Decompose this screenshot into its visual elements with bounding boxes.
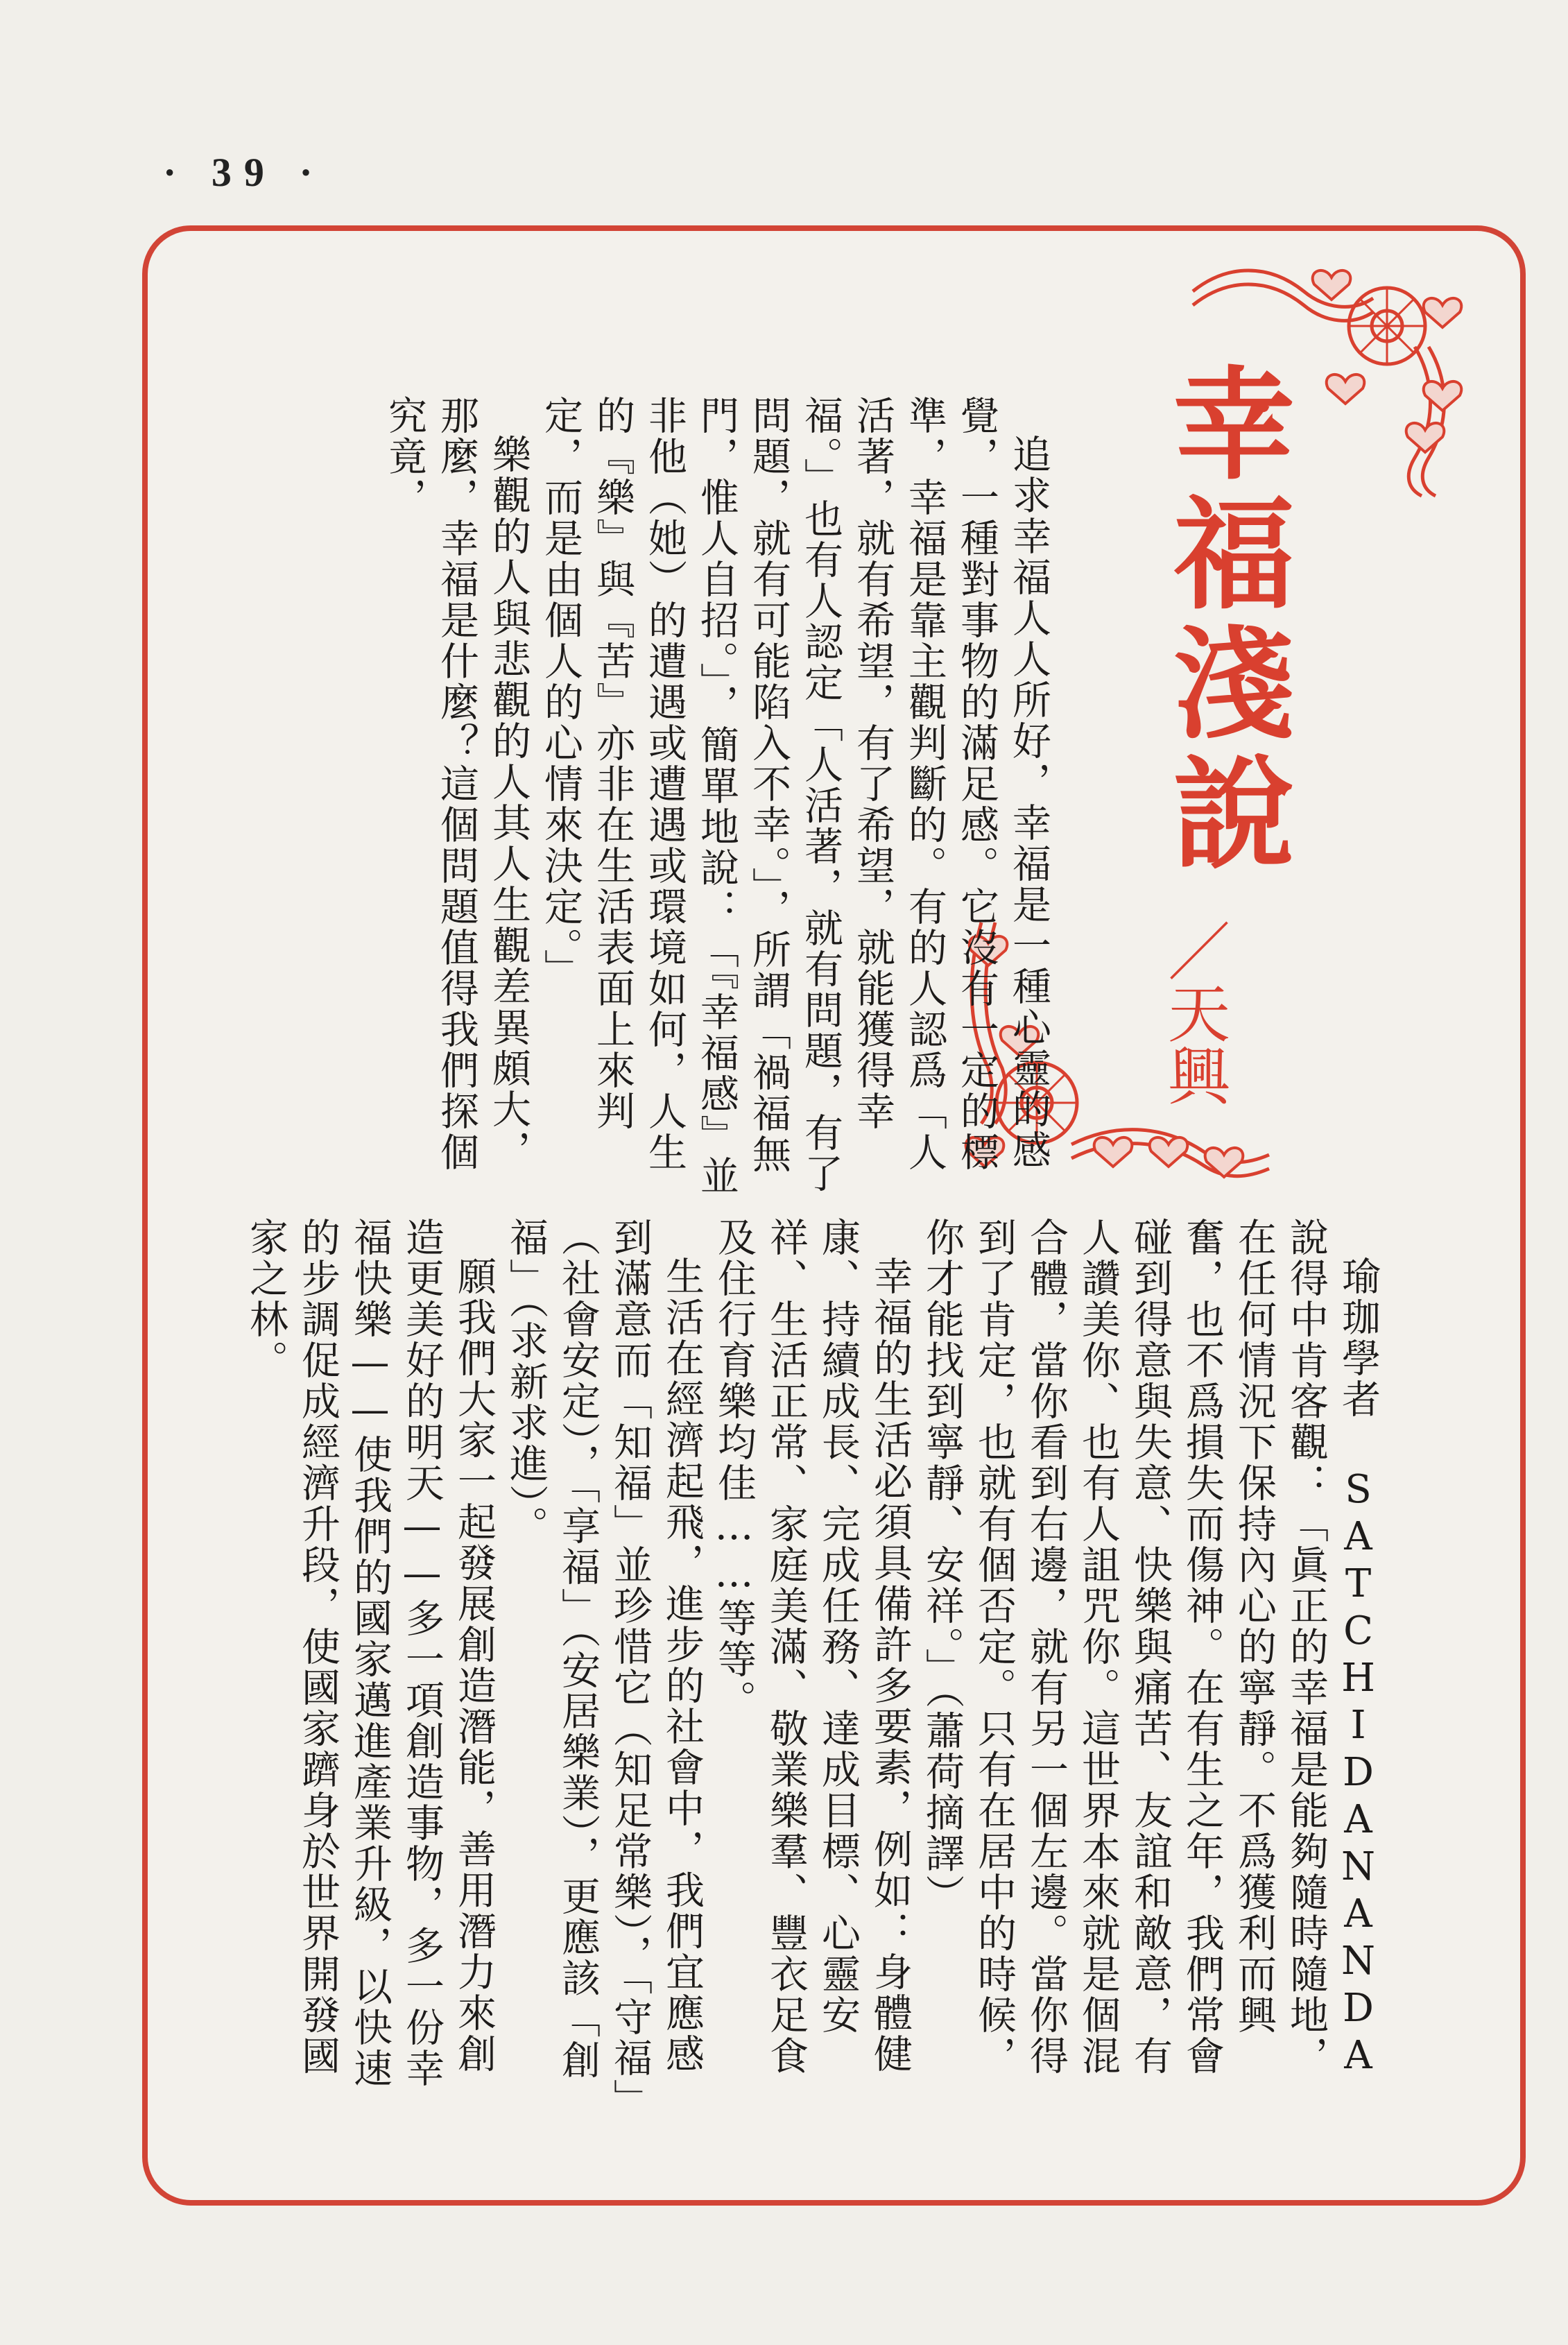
article-title: 幸福淺說: [1153, 361, 1295, 879]
paragraph: 幸福的生活必須具備許多要素，例如：身體健康、持續成長、完成任務、達成目標、心靈安祥、生活正常、家庭美滿、敬業樂羣、豐衣足食及住行育樂均佳……等等。: [712, 1217, 913, 2077]
article-byline: ／天興: [1157, 919, 1230, 1106]
paragraph: 願我們大家一起發展創造潛能，善用潛力來創造更美好的明天——多一項創造事物，多一份幸福快樂——使我們的國家邁進產業升級，以快速的步調促成經濟升段，使國家躋身於世界開發國家之林。: [243, 1217, 497, 2089]
paragraph: 生活在經濟起飛，進步的社會中，我們宜應感到滿意而「知福」並珍惜它（知足常樂），「守福」（社會安定），「享福」（安居樂業），更應該「創福」（求新求進）。: [503, 1217, 705, 2100]
body-lower: [240, 1217, 1384, 2102]
paragraph: 樂觀的人與悲觀的人其人生觀差異頗大，那麼，幸福是什麼？這個問題值得我們探個究竟，: [382, 395, 531, 1173]
body-upper: [379, 395, 1055, 1200]
page-number: · 39 ·: [163, 150, 325, 195]
paragraph: 瑜珈學者 SATCHIDANANDA 說得中肯客觀：「眞正的幸福是能夠隨時隨地，在任何情況下保持內心的寧靜。不爲獲利而興奮，也不爲損失而傷神。在有生之年，我們常會碰到得意與失意、快樂與痛苦、友誼和敵意，有人讚美你、也有人詛咒你。這世界本來就是個混合體，當你看到右邊，就有另一個左邊。當你得到了肯定，也就有個否定。只有在居中的時候，你才能找到寧靜、安祥。」（蕭荷摘譯）: [920, 1217, 1381, 2080]
paragraph: 追求幸福人人所好，幸福是一種心靈的感覺，一種對事物的滿足感。它沒有一定的標準，幸福是靠主觀判斷的。有的人認爲「人活著，就有希望，有了希望，就能獲得幸福。」也有人認定「人活著，就有問題，有了問題，就有可能陷入不幸。」，所謂「禍福無門，惟人自招。」，簡單地說：「『幸福感』並非他（她）的遭遇或遭遇或環境如何，人生的『樂』與『苦』亦非在生活表面上來判定，而是由個人的心情來決定。」: [538, 395, 1051, 1196]
